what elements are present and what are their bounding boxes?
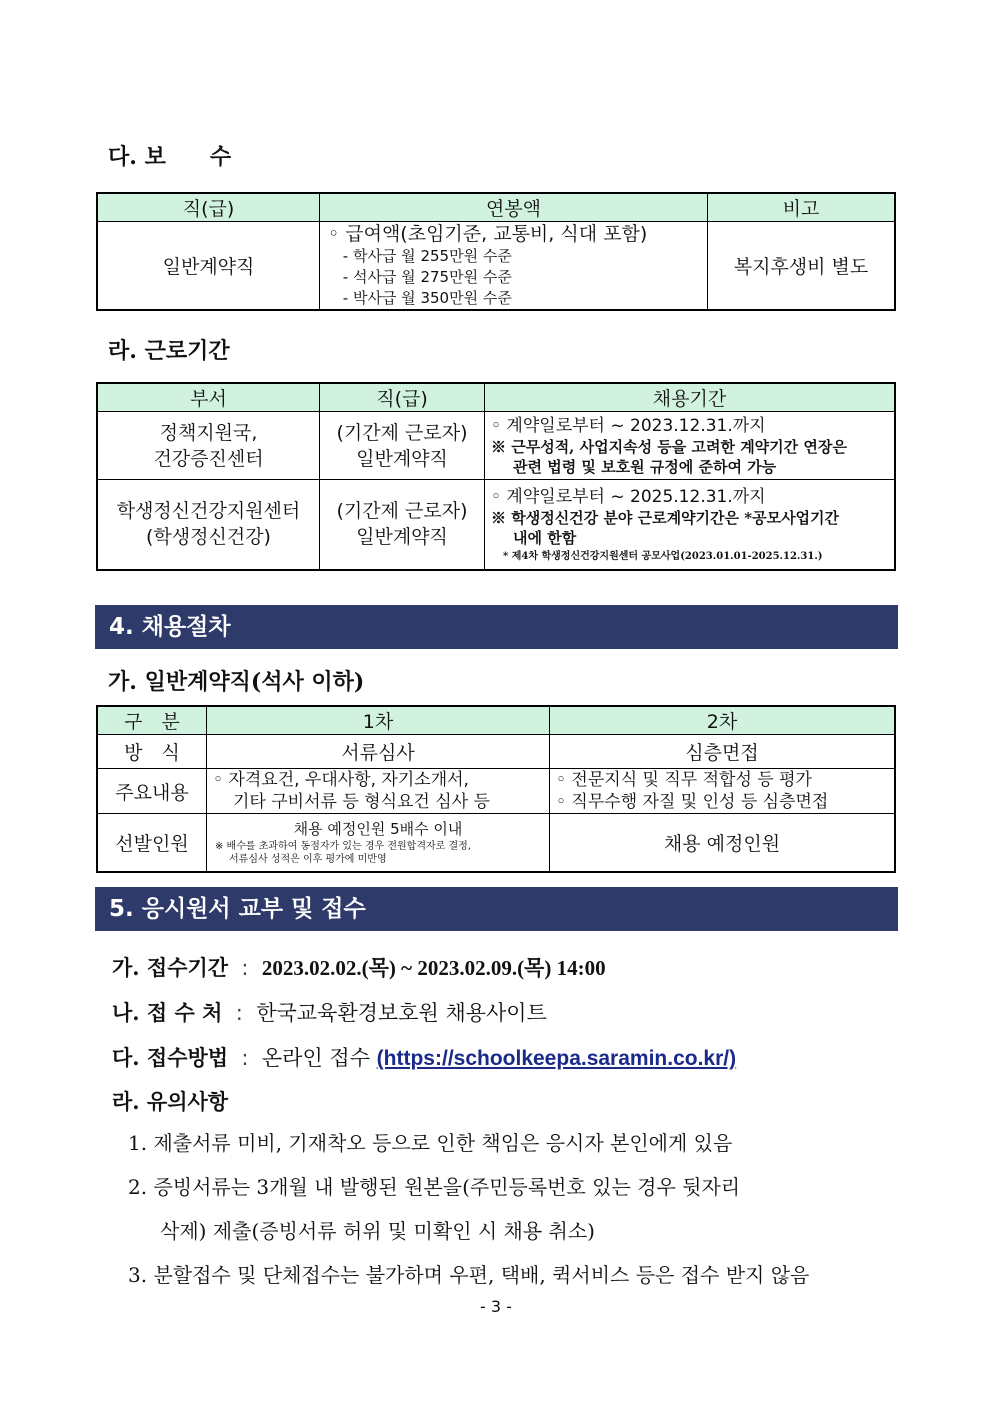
apply-site-link[interactable]: (https://schoolkeepa.saramin.co.kr/) [376, 1047, 737, 1070]
pay-header-grade: 직(급) [97, 193, 320, 222]
procedure-content-line: ◦ 직무수행 자질 및 인성 등 심층면접 [556, 792, 829, 812]
notes-list [128, 1121, 898, 1297]
period-note-line: 내에 한함 [513, 528, 577, 547]
period-table [96, 382, 896, 571]
salary-line: - 학사급 월 255만원 수준 [338, 247, 512, 265]
notes-item: 1. 제출서류 미비, 기재착오 등으로 인한 책임은 응시자 본인에게 있음 [128, 1131, 733, 1155]
pay-position: 일반계약직 [97, 222, 320, 311]
procedure-content-line: 기타 구비서류 등 형식요건 심사 등 [233, 792, 490, 812]
procedure-method-first: 서류심사 [207, 735, 550, 769]
notes-item: 삭제) 제출(증빙서류 허위 및 미확인 시 채용 취소) [160, 1219, 595, 1243]
procedure-select-label: 선발인원 [97, 814, 207, 872]
procedure-header-category: 구 분 [97, 706, 207, 735]
period-note-line: ※ 근무성적, 사업지속성 등을 고려한 계약기간 연장은 [491, 437, 847, 456]
procedure-content-label: 주요내용 [97, 769, 207, 814]
apply-method-line: 다. 접수방법 : 온라인 접수 (https://schoolkeepa.saramin.co.kr/) [112, 1045, 737, 1070]
grade-line: 일반계약직 [356, 526, 448, 549]
procedure-header-second: 2차 [550, 706, 896, 735]
procedure-content-line: ◦ 전문지식 및 직무 적합성 등 평가 [556, 770, 812, 790]
period-note-line: ※ 학생정신건강 분야 근로계약기간은 *공모사업기간 [491, 508, 840, 527]
period-header-dept: 부서 [97, 383, 320, 412]
procedure-header-first: 1차 [207, 706, 550, 735]
section4-bar: 4. 채용절차 [95, 605, 898, 649]
period-grade-cell [320, 412, 485, 480]
apply-place-value: 한국교육환경보호원 채용사이트 [256, 1001, 547, 1025]
procedure-content-line: ◦ 자격요건, 우대사항, 자기소개서, [213, 770, 469, 790]
period-header-grade: 직(급) [320, 383, 485, 412]
procedure-method-label: 방 식 [97, 735, 207, 769]
dept-line: 학생정신건강지원센터 [116, 500, 301, 523]
procedure-select-second: 채용 예정인원 [550, 814, 896, 872]
period-section-title: 라. 근로기간 [108, 338, 230, 364]
period-dept-cell [97, 480, 320, 570]
salary-line: - 박사급 월 350만원 수준 [338, 289, 512, 307]
apply-place-line: 나. 접 수 처 : 한국교육환경보호원 채용사이트 [112, 1000, 547, 1025]
notes-item: 3. 분할접수 및 단체접수는 불가하며 우편, 택배, 퀵서비스 등은 접수 받지 않음 [128, 1263, 810, 1287]
grade-line: (기간제 근로자) [336, 421, 468, 444]
period-grade-cell [320, 480, 485, 570]
pay-note: 복지후생비 별도 [708, 222, 896, 311]
apply-method-value: 온라인 접수 [261, 1046, 370, 1070]
procedure-select-note: ※ 배수를 초과하여 동점자가 있는 경우 전원합격자로 결정, [215, 841, 471, 853]
period-term: ◦ 계약일로부터 ~ 2025.12.31.까지 [491, 486, 766, 507]
notes-item: 2. 증빙서류는 3개월 내 발행된 원본을(주민등록번호 있는 경우 뒷자리 [128, 1175, 741, 1199]
dept-line: (학생정신건강) [146, 526, 271, 549]
salary-line: - 석사급 월 275만원 수준 [338, 268, 512, 286]
pay-header-note: 비고 [708, 193, 896, 222]
section5-bar: 5. 응시원서 교부 및 접수 [95, 887, 898, 931]
grade-line: (기간제 근로자) [336, 500, 468, 523]
apply-method-label: 다. 접수방법 [112, 1045, 229, 1070]
procedure-select-note: 서류심사 성적은 이후 평가에 미반영 [229, 854, 387, 866]
pay-section-title: 다. 보 수 [108, 144, 232, 170]
pay-table [96, 192, 896, 311]
procedure-table [96, 705, 896, 873]
section4-sub-title: 가. 일반계약직(석사 이하) [108, 669, 365, 695]
period-header-term: 채용기간 [485, 383, 896, 412]
apply-period-value: 2023.02.02.(목) ~ 2023.02.09.(목) 14:00 [261, 956, 606, 980]
apply-place-label: 나. 접 수 처 [112, 1000, 223, 1025]
grade-line: 일반계약직 [356, 447, 448, 470]
period-footnote: * 제4차 학생정신건강지원센터 공모사업(2023.01.01-2025.12.31.) [503, 550, 823, 562]
pay-header-salary: 연봉액 [320, 193, 708, 222]
page-number: - 3 - [480, 1297, 512, 1316]
period-note-line: 관련 법령 및 보호원 규정에 준하여 가능 [513, 457, 777, 476]
apply-period-line: 가. 접수기간 : 2023.02.02.(목) ~ 2023.02.09.(목) 14:00 [112, 955, 606, 980]
notes-title: 라. 유의사항 [112, 1089, 229, 1114]
dept-line: 정책지원국, [159, 421, 258, 444]
period-dept-cell [97, 412, 320, 480]
apply-period-label: 가. 접수기간 [112, 955, 229, 980]
dept-line: 건강증진센터 [153, 447, 264, 470]
period-term: ◦ 계약일로부터 ~ 2023.12.31.까지 [491, 415, 766, 436]
procedure-select-first: 채용 예정인원 5배수 이내 [293, 820, 463, 839]
procedure-method-second: 심층면접 [550, 735, 896, 769]
salary-line: ◦ 급여액(초임기준, 교통비, 식대 포함) [328, 223, 648, 245]
